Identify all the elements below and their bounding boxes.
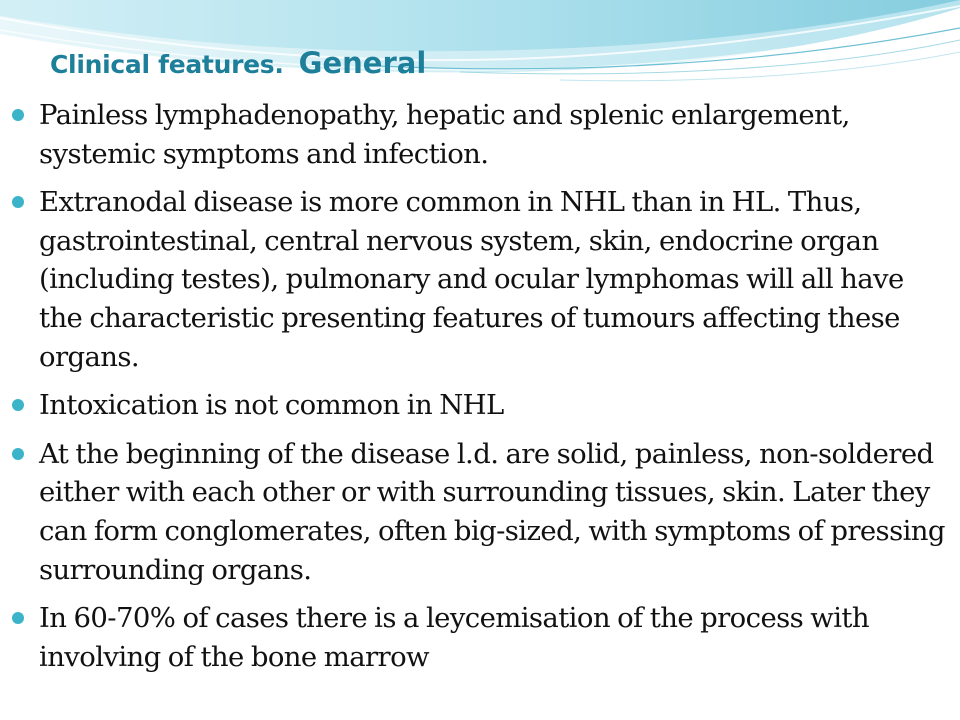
bullet-text: Intoxication is not common in NHL [39,389,504,422]
bullet-item-lymphadenopathy [0,96,949,173]
slide-title-sub: General [298,46,427,80]
slide-title [50,46,426,78]
bullet-dot-icon [12,399,24,411]
bullet-dot-icon [12,448,24,460]
bullet-item-disease-beginning [0,435,949,589]
bullet-item-intoxication [0,386,949,425]
bullet-text: Painless lymphadenopathy, hepatic and splenic enlargement, systemic symptoms and infection. [39,99,850,170]
bullet-text: In 60-70% of cases there is a leycemisation of the process with involving of the bone marrow [39,602,869,673]
bullet-dot-icon [12,109,24,121]
bullet-list [0,96,960,686]
bullet-dot-icon [12,196,24,208]
bullet-item-leukemisation [0,599,949,676]
bullet-item-extranodal [0,183,949,376]
bullet-dot-icon [12,612,24,624]
slide-title-main: Clinical features. [50,50,284,79]
bullet-text: At the beginning of the disease l.d. are solid, painless, non-soldered either with each other or with surrounding tissues, skin. Later they can form conglomerates, often big-sized, with symptoms of pressing surrounding organs. [39,437,945,586]
bullet-text: Extranodal disease is more common in NHL than in HL. Thus, gastrointestinal, central nervous system, skin, endocrine organ (including testes), pulmonary and ocular lymphomas will all have the characteristic presenting features of tumours affecting these organs. [39,186,904,373]
